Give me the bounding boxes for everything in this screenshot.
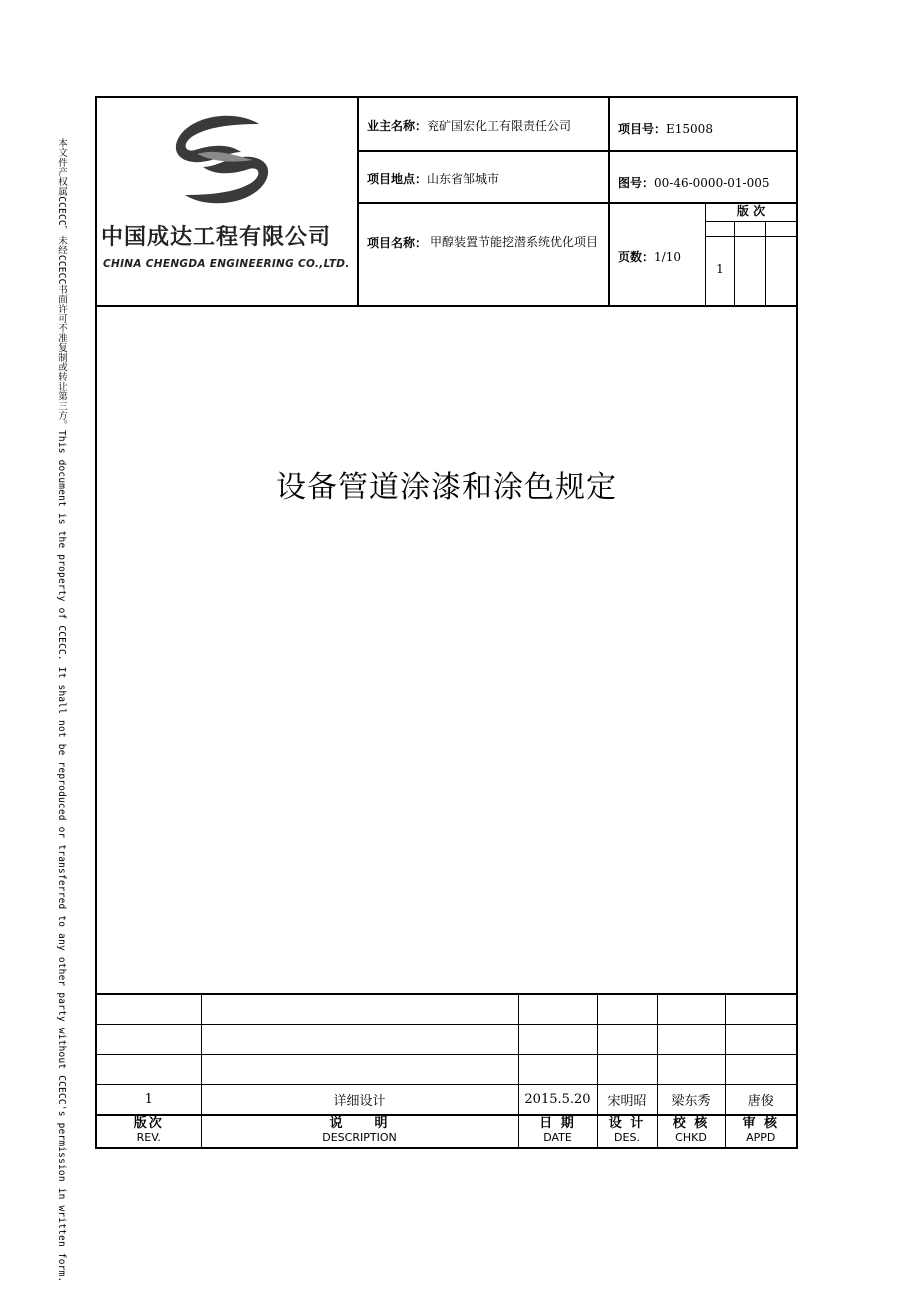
project-no-row — [610, 98, 796, 152]
date-caption: 日 期 DATE — [518, 1115, 597, 1147]
owner-label: 业主名称： — [367, 119, 428, 133]
des-cell: 宋明昭 — [597, 1085, 657, 1115]
table-caption-row — [97, 1115, 796, 1147]
desc-cell — [201, 1024, 518, 1054]
revision-table — [97, 993, 796, 1147]
date-cell: 2015.5.20 — [518, 1085, 597, 1115]
company-name-cn: 中国成达工程有限公司 — [101, 225, 332, 250]
project-info-block — [359, 98, 610, 305]
table-row — [97, 1024, 796, 1054]
project-no-label: 项目号： — [618, 122, 667, 136]
copyright-note: 本文件产权属CCECC，未经CCECC书面许可不准复制或转让第三方。This document is the property of CCECC. It shall not be reproduced or transferred to any other party without CCECC's permission in written form. — [56, 138, 67, 1283]
project-name-row — [359, 204, 608, 305]
project-name-label: 项目名称： — [367, 236, 428, 250]
chkd-caption: 校 核 CHKD — [657, 1115, 725, 1147]
appd-cell — [725, 1054, 796, 1084]
rev-cell: 1 — [97, 1085, 201, 1115]
pages-value: 1/10 — [654, 250, 681, 264]
appd-cell: 唐俊 — [725, 1085, 796, 1115]
des-cell — [597, 1054, 657, 1084]
pages-row — [610, 202, 706, 305]
drawing-no-label: 图号： — [618, 176, 655, 190]
location-value: 山东省邹城市 — [427, 172, 500, 186]
date-cell — [518, 994, 597, 1024]
desc-cell — [201, 994, 518, 1024]
project-name-value: 甲醇装置节能挖潜系统优化项目 — [430, 235, 599, 249]
desc-cell: 详细设计 — [201, 1085, 518, 1115]
appd-cell — [725, 1024, 796, 1054]
table-row — [97, 1085, 796, 1115]
desc-cell — [201, 1054, 518, 1084]
rev-cell — [97, 1054, 201, 1084]
drawing-sheet — [95, 96, 798, 1149]
desc-caption: 说 明 DESCRIPTION — [201, 1115, 518, 1147]
location-label: 项目地点： — [367, 172, 428, 186]
table-row — [97, 994, 796, 1024]
company-name-en: CHINA CHENGDA ENGINEERING CO.,LTD. — [103, 258, 350, 270]
revision-value: 1 — [716, 262, 724, 276]
rev-caption: 版次 REV. — [97, 1115, 201, 1147]
chkd-cell: 梁东秀 — [657, 1085, 725, 1115]
revision-grid — [706, 202, 796, 305]
company-logo-icon — [167, 112, 277, 207]
drawing-no-value: 00-46-0000-01-005 — [654, 176, 770, 190]
des-caption: 设 计 DES. — [597, 1115, 657, 1147]
chkd-cell — [657, 1024, 725, 1054]
pages-label: 页数： — [618, 250, 655, 264]
chkd-cell — [657, 994, 725, 1024]
drawing-no-row — [610, 152, 796, 204]
rev-cell — [97, 994, 201, 1024]
rev-cell — [97, 1024, 201, 1054]
appd-cell — [725, 994, 796, 1024]
header-divider — [97, 305, 796, 307]
appd-caption: 审 核 APPD — [725, 1115, 796, 1147]
revision-label: 版 次 — [706, 202, 796, 222]
date-cell — [518, 1054, 597, 1084]
location-row — [359, 152, 608, 204]
project-no-value: E15008 — [666, 122, 713, 136]
table-row — [97, 1054, 796, 1084]
drawing-info-block — [610, 98, 796, 305]
document-title: 设备管道涂漆和涂色规定 — [276, 470, 617, 505]
des-cell — [597, 1024, 657, 1054]
company-logo-block — [97, 98, 359, 305]
owner-value: 兖矿国宏化工有限责任公司 — [427, 119, 572, 133]
chkd-cell — [657, 1054, 725, 1084]
date-cell — [518, 1024, 597, 1054]
des-cell — [597, 994, 657, 1024]
owner-row — [359, 98, 608, 152]
